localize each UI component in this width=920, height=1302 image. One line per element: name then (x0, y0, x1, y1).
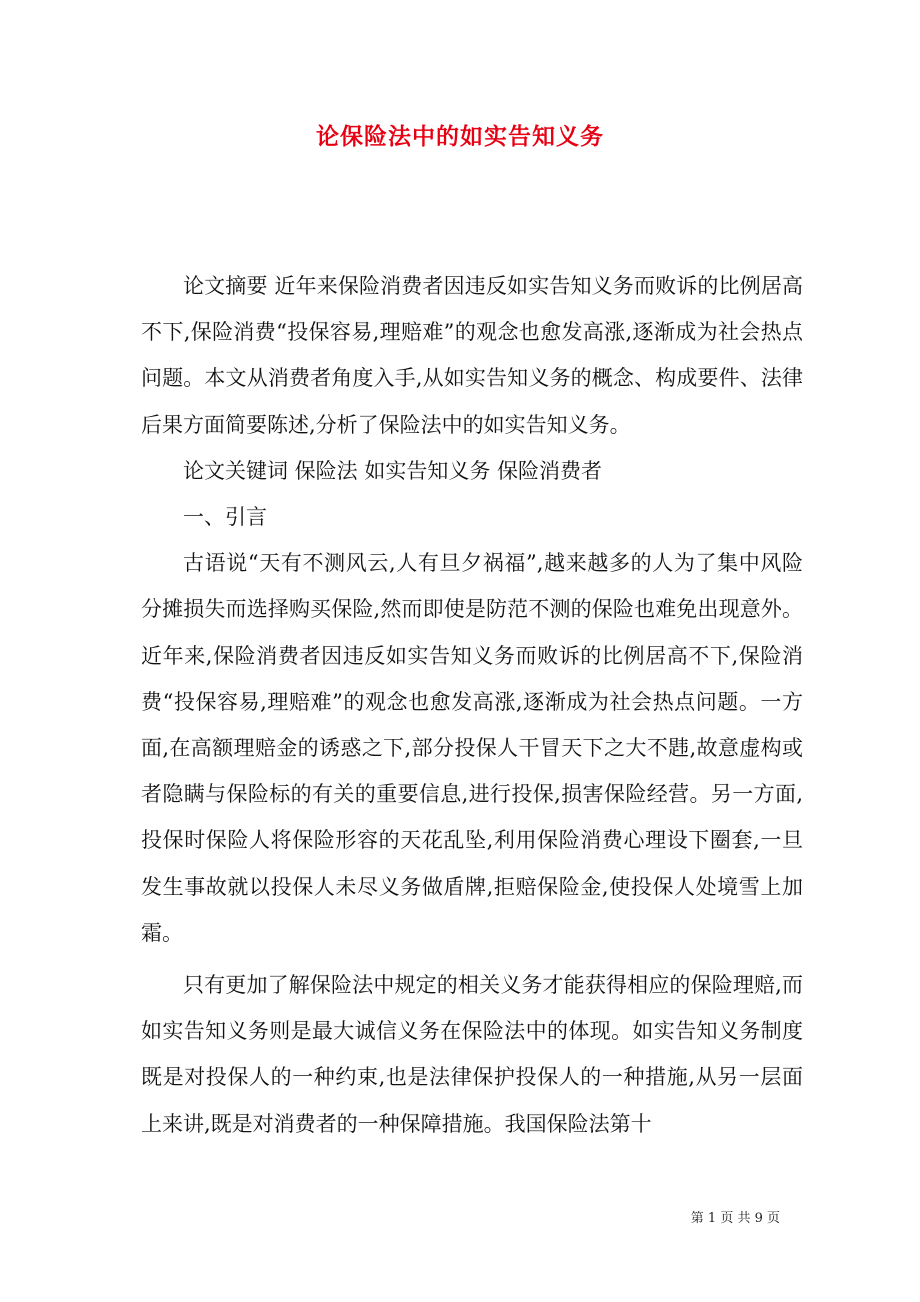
keywords-paragraph: 论文关键词 保险法 如实告知义务 保险消费者 (183, 458, 603, 483)
body-paragraph: 古语说“天有不测风云,人有旦夕祸福”,越来越多的人为了集中风险分摊损失而选择购买保险,然而即使是防范不测的保险也难免出现意外。近年来,保险消费者因违反如实告知义务而败诉的比例居高不下,保险消费“投保容易,理赔难”的观念也愈发高涨,逐渐成为社会热点问题。一方面,在高额理赔金的诱惑之下,部分投保人干冒天下之大不韪,故意虚构或者隐瞒与保险标的有关的重要信息,进行投保,损害保险经营。另一方面,投保时保险人将保险形容的天花乱坠,利用保险消费心理设下圈套,一旦发生事故就以投保人未尽义务做盾牌,拒赔保险金,使投保人处境雪上加霜。 (141, 551, 803, 945)
document-title: 论保险法中的如实告知义务 (316, 123, 604, 150)
page-number: 第 1 页 共 9 页 (690, 1211, 780, 1226)
body-paragraph: 只有更加了解保险法中规定的相关义务才能获得相应的保险理赔,而如实告知义务则是最大诚信义务在保险法中的体现。如实告知义务制度既是对投保人的一种约束,也是法律保护投保人的一种措施,从另一层面上来讲,既是对消费者的一种保障措施。我国保险法第十 (141, 973, 803, 1136)
section-heading: 一、引言 (183, 505, 267, 530)
document-body (141, 263, 803, 1147)
abstract-paragraph: 论文摘要 近年来保险消费者因违反如实告知义务而败诉的比例居高不下,保险消费“投保容易,理赔难”的观念也愈发高涨,逐渐成为社会热点问题。本文从消费者角度入手,从如实告知义务的概念、构成要件、法律后果方面简要陈述,分析了保险法中的如实告知义务。 (141, 274, 803, 437)
